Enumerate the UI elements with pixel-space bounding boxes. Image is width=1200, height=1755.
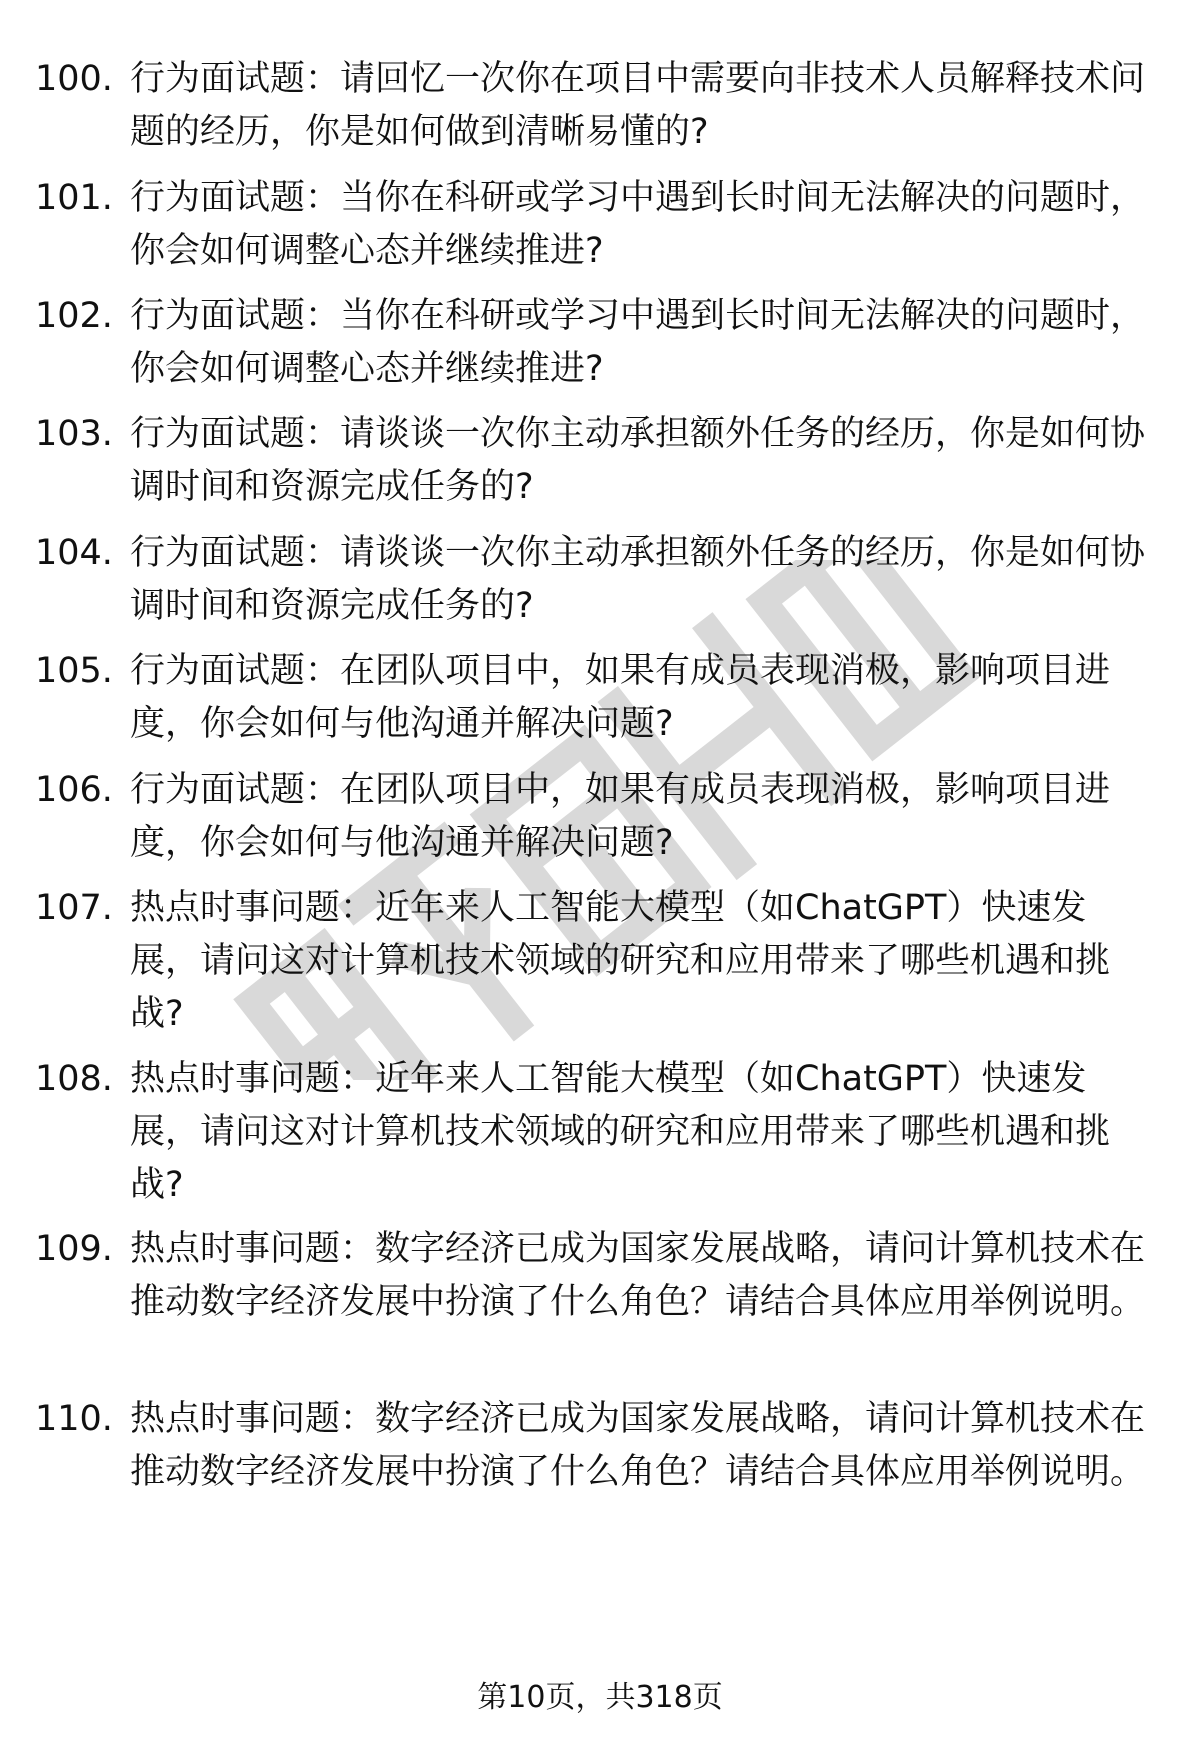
question-text: 行为面试题：当你在科研或学习中遇到长时间无法解决的问题时，你会如何调整心态并继续推进? [130, 296, 1146, 389]
question-number: 100. [35, 59, 113, 99]
question-text: 行为面试题：在团队项目中，如果有成员表现消极，影响项目进度，你会如何与他沟通并解决问题? [130, 770, 1111, 863]
question-text: 行为面试题：请谈谈一次你主动承担额外任务的经历，你是如何协调时间和资源完成任务的? [130, 414, 1146, 507]
page-footer [0, 1678, 1200, 1718]
question-number: 110. [35, 1399, 113, 1439]
question-text: 行为面试题：请谈谈一次你主动承担额外任务的经历，你是如何协调时间和资源完成任务的? [130, 533, 1146, 626]
question-text: 行为面试题：当你在科研或学习中遇到长时间无法解决的问题时，你会如何调整心态并继续推进? [130, 178, 1146, 271]
question-number: 109. [35, 1229, 113, 1269]
question-number: 104. [35, 533, 113, 573]
question-text: 行为面试题：在团队项目中，如果有成员表现消极，影响项目进度，你会如何与他沟通并解决问题? [130, 651, 1111, 744]
question-number: 107. [35, 888, 113, 928]
question-text: 热点时事问题：数字经济已成为国家发展战略，请问计算机技术在推动数字经济发展中扮演了什么角色？请结合具体应用举例说明。 [130, 1399, 1146, 1492]
question-number: 101. [35, 178, 113, 218]
question-number: 108. [35, 1059, 113, 1099]
question-number: 102. [35, 296, 113, 336]
question-number: 103. [35, 414, 113, 454]
question-number: 106. [35, 770, 113, 810]
question-text: 热点时事问题：近年来人工智能大模型（如ChatGPT）快速发展，请问这对计算机技术领域的研究和应用带来了哪些机遇和挑战? [130, 1059, 1111, 1205]
question-text: 热点时事问题：近年来人工智能大模型（如ChatGPT）快速发展，请问这对计算机技术领域的研究和应用带来了哪些机遇和挑战? [130, 888, 1111, 1034]
question-text: 热点时事问题：数字经济已成为国家发展战略，请问计算机技术在推动数字经济发展中扮演了什么角色？请结合具体应用举例说明。 [130, 1229, 1146, 1322]
question-text: 行为面试题：请回忆一次你在项目中需要向非技术人员解释技术问题的经历，你是如何做到清晰易懂的? [130, 59, 1146, 152]
page-number-label: 第10页，共318页 [477, 1680, 723, 1715]
question-number: 105. [35, 651, 113, 691]
